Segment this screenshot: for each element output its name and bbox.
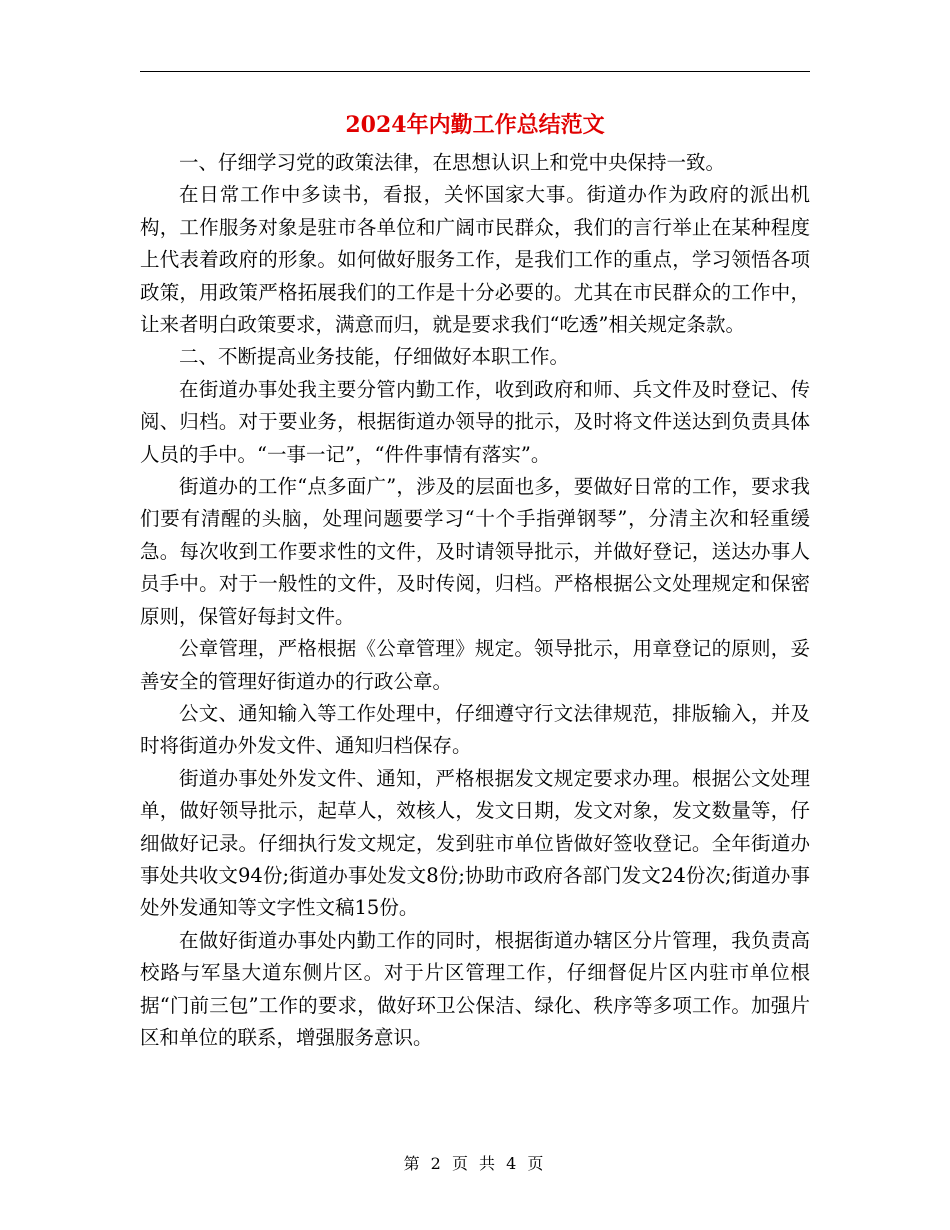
paragraph-5: 街道办的工作“点多面广”，涉及的层面也多，要做好日常的工作，要求我们要有清醒的头脑，处理问题要学习“十个手指弹钢琴”，分清主次和轻重缓急。每次收到工作要求性的文件，及时请领导批示，并做好登记，送达办事人员手中。对于一般性的文件，及时传阅，归档。严格根据公文处理规定和保密原则，保管好每封文件。 [140,475,810,628]
header-rule [140,71,810,72]
paragraph-4: 在街道办事处我主要分管内勤工作，收到政府和师、兵文件及时登记、传阅、归档。对于要业务，根据街道办领导的批示，及时将文件送达到负责具体人员的手中。“一事一记”，“件件事情有落实”。 [140,377,810,466]
paragraph-3: 二、不断提高业务技能，仔细做好本职工作。 [179,345,570,369]
paragraph-6: 公章管理，严格根据《公章管理》规定。领导批示，用章登记的原则，妥善安全的管理好街道办的行政公章。 [140,637,810,693]
document-title: 2024年内勤工作总结范文 [345,112,605,138]
page-footer: 第 2 页 共 4 页 [403,1154,547,1173]
paragraph-8: 街道办事处外发文件、通知，严格根据发文规定要求办理。根据公文处理单，做好领导批示，起草人，效核人，发文日期，发文对象，发文数量等，仔细做好记录。仔细执行发文规定，发到驻市单位皆做好签收登记。全年街道办事处共收文94份;街道办事处发文8份;协助市政府各部门发文24份次;街道办事处外发通知等文字性文稿15份。 [140,766,810,920]
paragraph-2: 在日常工作中多读书，看报，关怀国家大事。街道办作为政府的派出机构，工作服务对象是驻市各单位和广阔市民群众，我们的言行举止在某种程度上代表着政府的形象。如何做好服务工作，是我们工作的重点，学习领悟各项政策，用政策严格拓展我们的工作是十分必要的。尤其在市民群众的工作中，让来者明白政策要求，满意而归，就是要求我们“吃透”相关规定条款。 [140,183,810,337]
paragraph-9: 在做好街道办事处内勤工作的同时，根据街道办辖区分片管理，我负责高校路与军垦大道东侧片区。对于片区管理工作，仔细督促片区内驻市单位根据“门前三包”工作的要求，做好环卫公保洁、绿化、秩序等多项工作。加强片区和单位的联系，增强服务意识。 [140,928,810,1049]
paragraph-7: 公文、通知输入等工作处理中，仔细遵守行文法律规范，排版输入，并及时将街道办外发文件、通知归档保存。 [140,701,810,758]
document-body [140,147,810,1054]
paragraph-1: 一、仔细学习党的政策法律，在思想认识上和党中央保持一致。 [179,151,726,174]
